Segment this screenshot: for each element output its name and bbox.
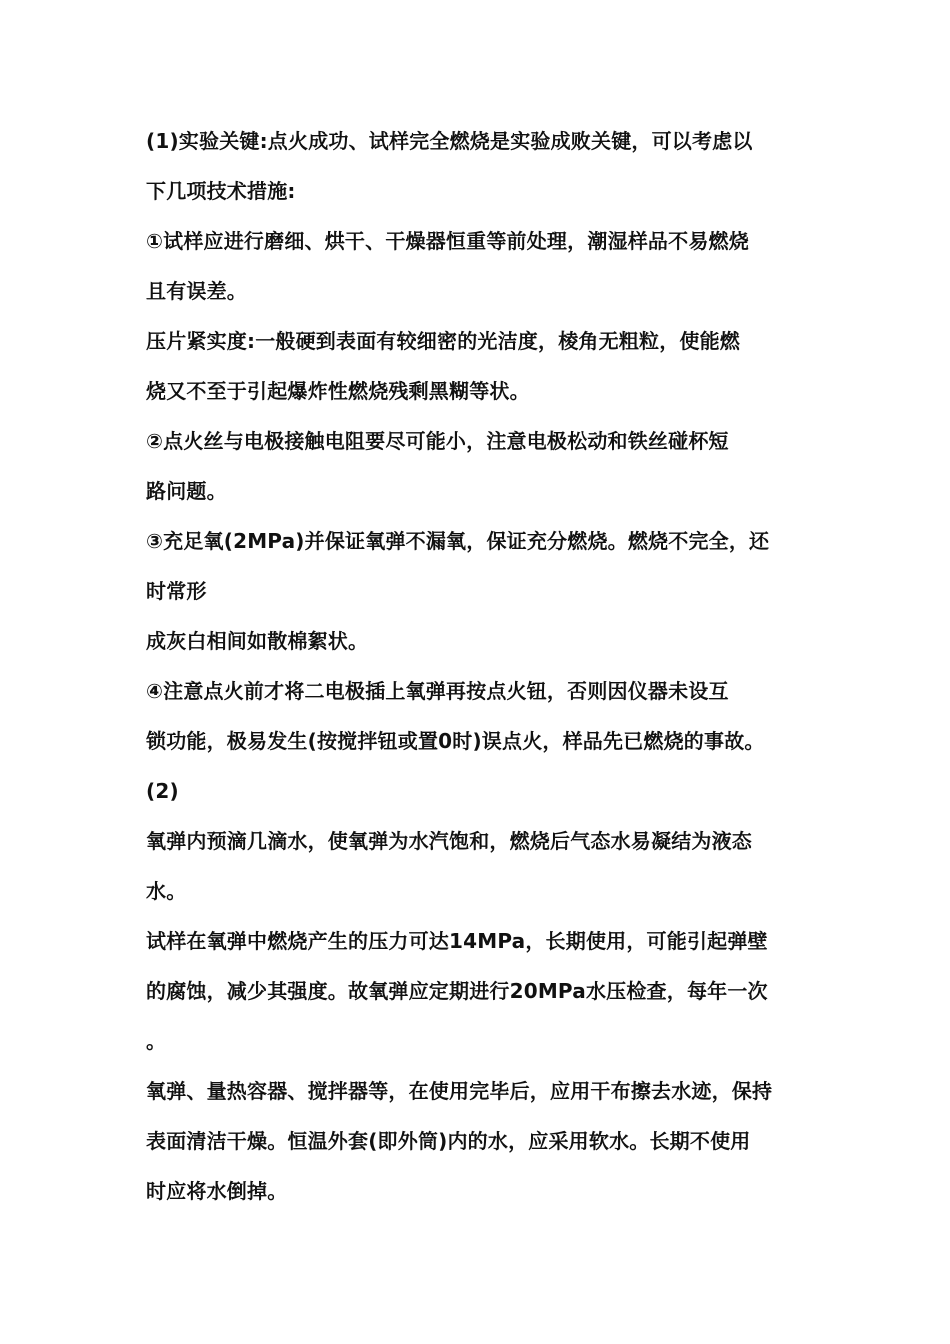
text-line: 水。 (146, 879, 187, 903)
text-line: 下几项技术措施: (146, 179, 296, 203)
text-line: 压片紧实度:一般硬到表面有较细密的光洁度，棱角无粗粒，使能燃 (146, 329, 740, 353)
text-line: ④注意点火前才将二电极插上氧弹再按点火钮，否则因仪器未设互 (146, 679, 729, 703)
text-line: (2) (146, 779, 179, 803)
text-line: 时应将水倒掉。 (146, 1179, 288, 1203)
text-line: 氧弹、量热容器、搅拌器等，在使用完毕后，应用干布擦去水迹，保持 (146, 1079, 773, 1103)
text-line: 试样在氧弹中燃烧产生的压力可达14MPa，长期使用，可能引起弹壁 (146, 929, 768, 953)
text-line: 路问题。 (146, 479, 227, 503)
text-line: ②点火丝与电极接触电阻要尽可能小，注意电极松动和铁丝碰杯短 (146, 429, 729, 453)
text-line: 成灰白相间如散棉絮状。 (146, 629, 369, 653)
text-line: 且有误差。 (146, 279, 247, 303)
text-line: 表面清洁干燥。恒温外套(即外筒)内的水，应采用软水。长期不使用 (146, 1129, 751, 1153)
document-body (146, 116, 816, 1216)
text-line: ③充足氧(2MPa)并保证氧弹不漏氧，保证充分燃烧。燃烧不完全，还 (146, 529, 770, 553)
text-line: ①试样应进行磨细、烘干、干燥器恒重等前处理，潮湿样品不易燃烧 (146, 229, 749, 253)
text-line: 氧弹内预滴几滴水，使氧弹为水汽饱和，燃烧后气态水易凝结为液态 (146, 829, 752, 853)
text-line: 时常形 (146, 579, 207, 603)
text-line: 烧又不至于引起爆炸性燃烧残剩黑糊等状。 (146, 379, 530, 403)
text-line: (1)实验关键:点火成功、试样完全燃烧是实验成败关键，可以考虑以 (146, 129, 753, 153)
text-line: 。 (146, 1029, 167, 1053)
text-line: 锁功能，极易发生(按搅拌钮或置0时)误点火，样品先已燃烧的事故。 (146, 729, 765, 753)
text-line: 的腐蚀，减少其强度。故氧弹应定期进行20MPa水压检查，每年一次 (146, 979, 768, 1003)
